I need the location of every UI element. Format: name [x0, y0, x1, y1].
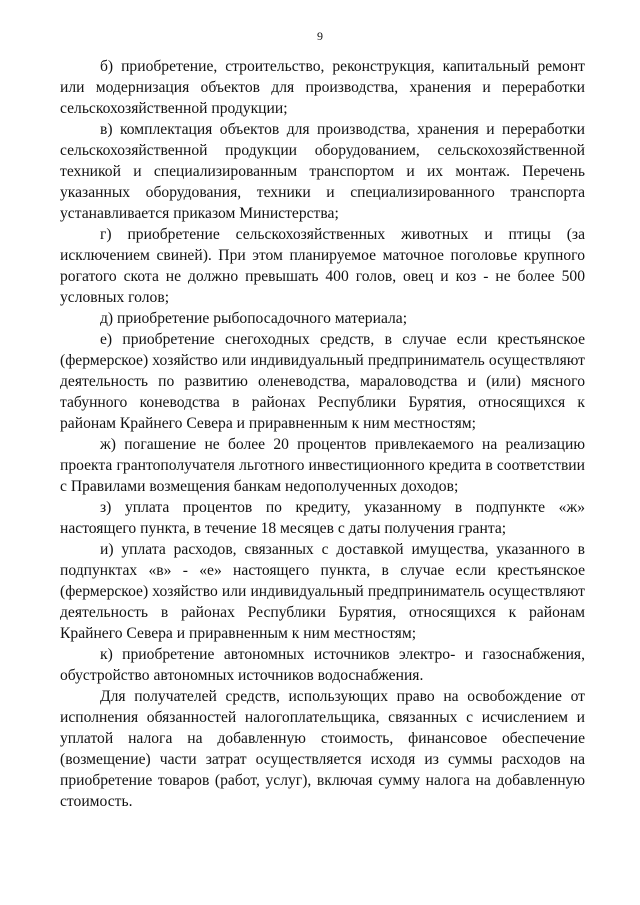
paragraph-k: к) приобретение автономных источников электро- и газоснабжения, обустройство автономных источников водоснабжения.	[60, 646, 585, 684]
paragraph-z: з) уплата процентов по кредиту, указанному в подпункте «ж» настоящего пункта, в течение 18 месяцев с даты получения гранта;	[60, 499, 585, 537]
paragraph-g: г) приобретение сельскохозяйственных животных и птицы (за исключением свиней). При этом планируемое маточное поголовье крупного рогатого скота не должно превышать 400 голов, овец и коз - не более 500 условных голов;	[60, 226, 585, 306]
paragraph-e: е) приобретение снегоходных средств, в случае если крестьянское (фермерское) хозяйство или индивидуальный предприниматель осуществляют деятельность по развитию оленеводства, мараловодства и (или) мясного табунного коневодства в районах Республики Бурятия, относящихся к районам Крайнего Севера и приравненным к ним местностям;	[60, 331, 585, 432]
paragraph-b: б) приобретение, строительство, реконструкция, капитальный ремонт или модернизация объектов для производства, хранения и переработки сельскохозяйственной продукции;	[60, 58, 585, 117]
paragraph-i: и) уплата расходов, связанных с доставкой имущества, указанного в подпунктах «в» - «е» настоящего пункта, в случае если крестьянское (фермерское) хозяйство или индивидуальный предприниматель осуществляют деятельность в районах Республики Бурятия, относящихся к районам Крайнего Севера и приравненным к ним местностям;	[60, 541, 585, 642]
paragraph-v: в) комплектация объектов для производства, хранения и переработки сельскохозяйственной продукции оборудованием, сельскохозяйственной техникой и специализированным транспортом и их монтаж. Перечень указанных оборудования, техники и специализированного транспорта устанавливается приказом Министерства;	[60, 121, 585, 222]
document-body	[60, 56, 585, 812]
paragraph-vat-note: Для получателей средств, использующих право на освобождение от исполнения обязанностей налогоплательщика, связанных с исчислением и уплатой налога на добавленную стоимость, финансовое обеспечение (возмещение) части затрат осуществляется исходя из суммы расходов на приобретение товаров (работ, услуг), включая сумму налога на добавленную стоимость.	[60, 688, 585, 810]
paragraph-d: д) приобретение рыбопосадочного материала;	[100, 310, 408, 327]
page-number: 9	[317, 29, 323, 43]
paragraph-zh: ж) погашение не более 20 процентов привлекаемого на реализацию проекта грантополучателя льготного инвестиционного кредита в соответствии с Правилами возмещения банкам недополученных доходов;	[60, 436, 585, 495]
